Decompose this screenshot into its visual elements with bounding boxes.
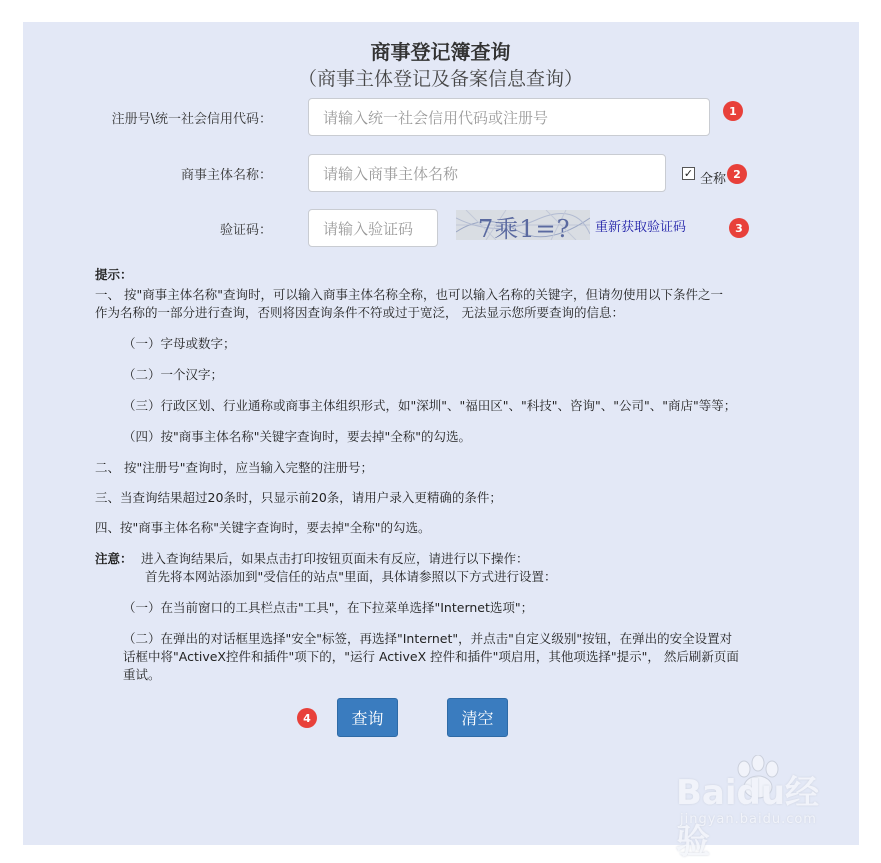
- reg-no-label: 注册号\统一社会信用代码：: [111, 112, 272, 127]
- captcha-image[interactable]: [456, 210, 590, 240]
- tip-line: （四）按"商事主体名称"关键字查询时，要去掉"全称"的勾选。: [123, 429, 471, 444]
- captcha-label: 验证码：: [219, 223, 272, 238]
- entity-name-label: 商事主体名称：: [180, 168, 272, 183]
- entity-name-input[interactable]: 请输入商事主体名称: [308, 154, 666, 192]
- captcha-input[interactable]: 请输入验证码: [308, 209, 438, 247]
- note-heading: 注意：: [95, 551, 133, 566]
- tip-line: （一）字母或数字；: [123, 336, 236, 351]
- note-line: （二）在弹出的对话框里选择"安全"标签，再选择"Internet"，并点击"自定义级别"按钮，在弹出的安全设置对: [123, 631, 733, 646]
- query-button[interactable]: 查询: [337, 698, 398, 737]
- tip-line: 二、 按"注册号"查询时，应当输入完整的注册号；: [95, 460, 373, 475]
- note-line: 首先将本网站添加到"受信任的站点"里面，具体请参照以下方式进行设置：: [145, 569, 557, 584]
- note-line: 话框中将"ActiveX控件和插件"项下的，"运行 ActiveX 控件和插件"项启用，其他项选择"提示"， 然后刷新页面: [123, 649, 739, 664]
- baidu-watermark: [676, 755, 846, 862]
- tips-heading: 提示：: [95, 267, 133, 282]
- fullname-checkbox-label[interactable]: 全称: [700, 172, 727, 187]
- tip-line: 四、按"商事主体名称"关键字查询时，要去掉"全称"的勾选。: [95, 520, 431, 535]
- tip-line: （二）一个汉字；: [123, 367, 224, 382]
- tip-line: 一、 按"商事主体名称"查询时，可以输入商事主体名称全称，也可以输入名称的关键字，但请勿使用以下条件之一: [95, 287, 723, 302]
- refresh-captcha-link[interactable]: 重新获取验证码: [595, 220, 687, 235]
- step-badge-4: 4: [297, 708, 317, 728]
- step-badge-2: 2: [727, 164, 747, 184]
- note-line: 重试。: [123, 667, 161, 682]
- clear-button[interactable]: 清空: [447, 698, 508, 737]
- step-badge-1: 1: [723, 101, 743, 121]
- tip-line: 作为名称的一部分进行查询，否则将因查询条件不符或过于宽泛， 无法显示您所要查询的信息：: [95, 305, 624, 320]
- page-subtitle: （商事主体登记及备案信息查询）: [297, 68, 583, 90]
- tip-line: 三、当查询结果超过20条时，只显示前20条，请用户录入更精确的条件；: [95, 490, 502, 505]
- captcha-text: 7乘1=?: [478, 215, 571, 240]
- note-line: 进入查询结果后，如果点击打印按钮页面未有反应，请进行以下操作：: [141, 551, 529, 566]
- note-line: （一）在当前窗口的工具栏点击"工具"，在下拉菜单选择"Internet选项"；: [123, 600, 534, 615]
- watermark-url: jingyan.baidu.com: [680, 812, 817, 827]
- watermark-brand: Baidu经验: [676, 773, 820, 862]
- tip-line: （三）行政区划、行业通称或商事主体组织形式，如"深圳"、"福田区"、"科技"、咨询"、"公司"、"商店"等等；: [123, 398, 737, 413]
- reg-no-input[interactable]: 请输入统一社会信用代码或注册号: [308, 98, 710, 136]
- page-title: 商事登记簿查询: [370, 40, 511, 64]
- step-badge-3: 3: [729, 218, 749, 238]
- fullname-checkbox[interactable]: ✓: [683, 167, 694, 180]
